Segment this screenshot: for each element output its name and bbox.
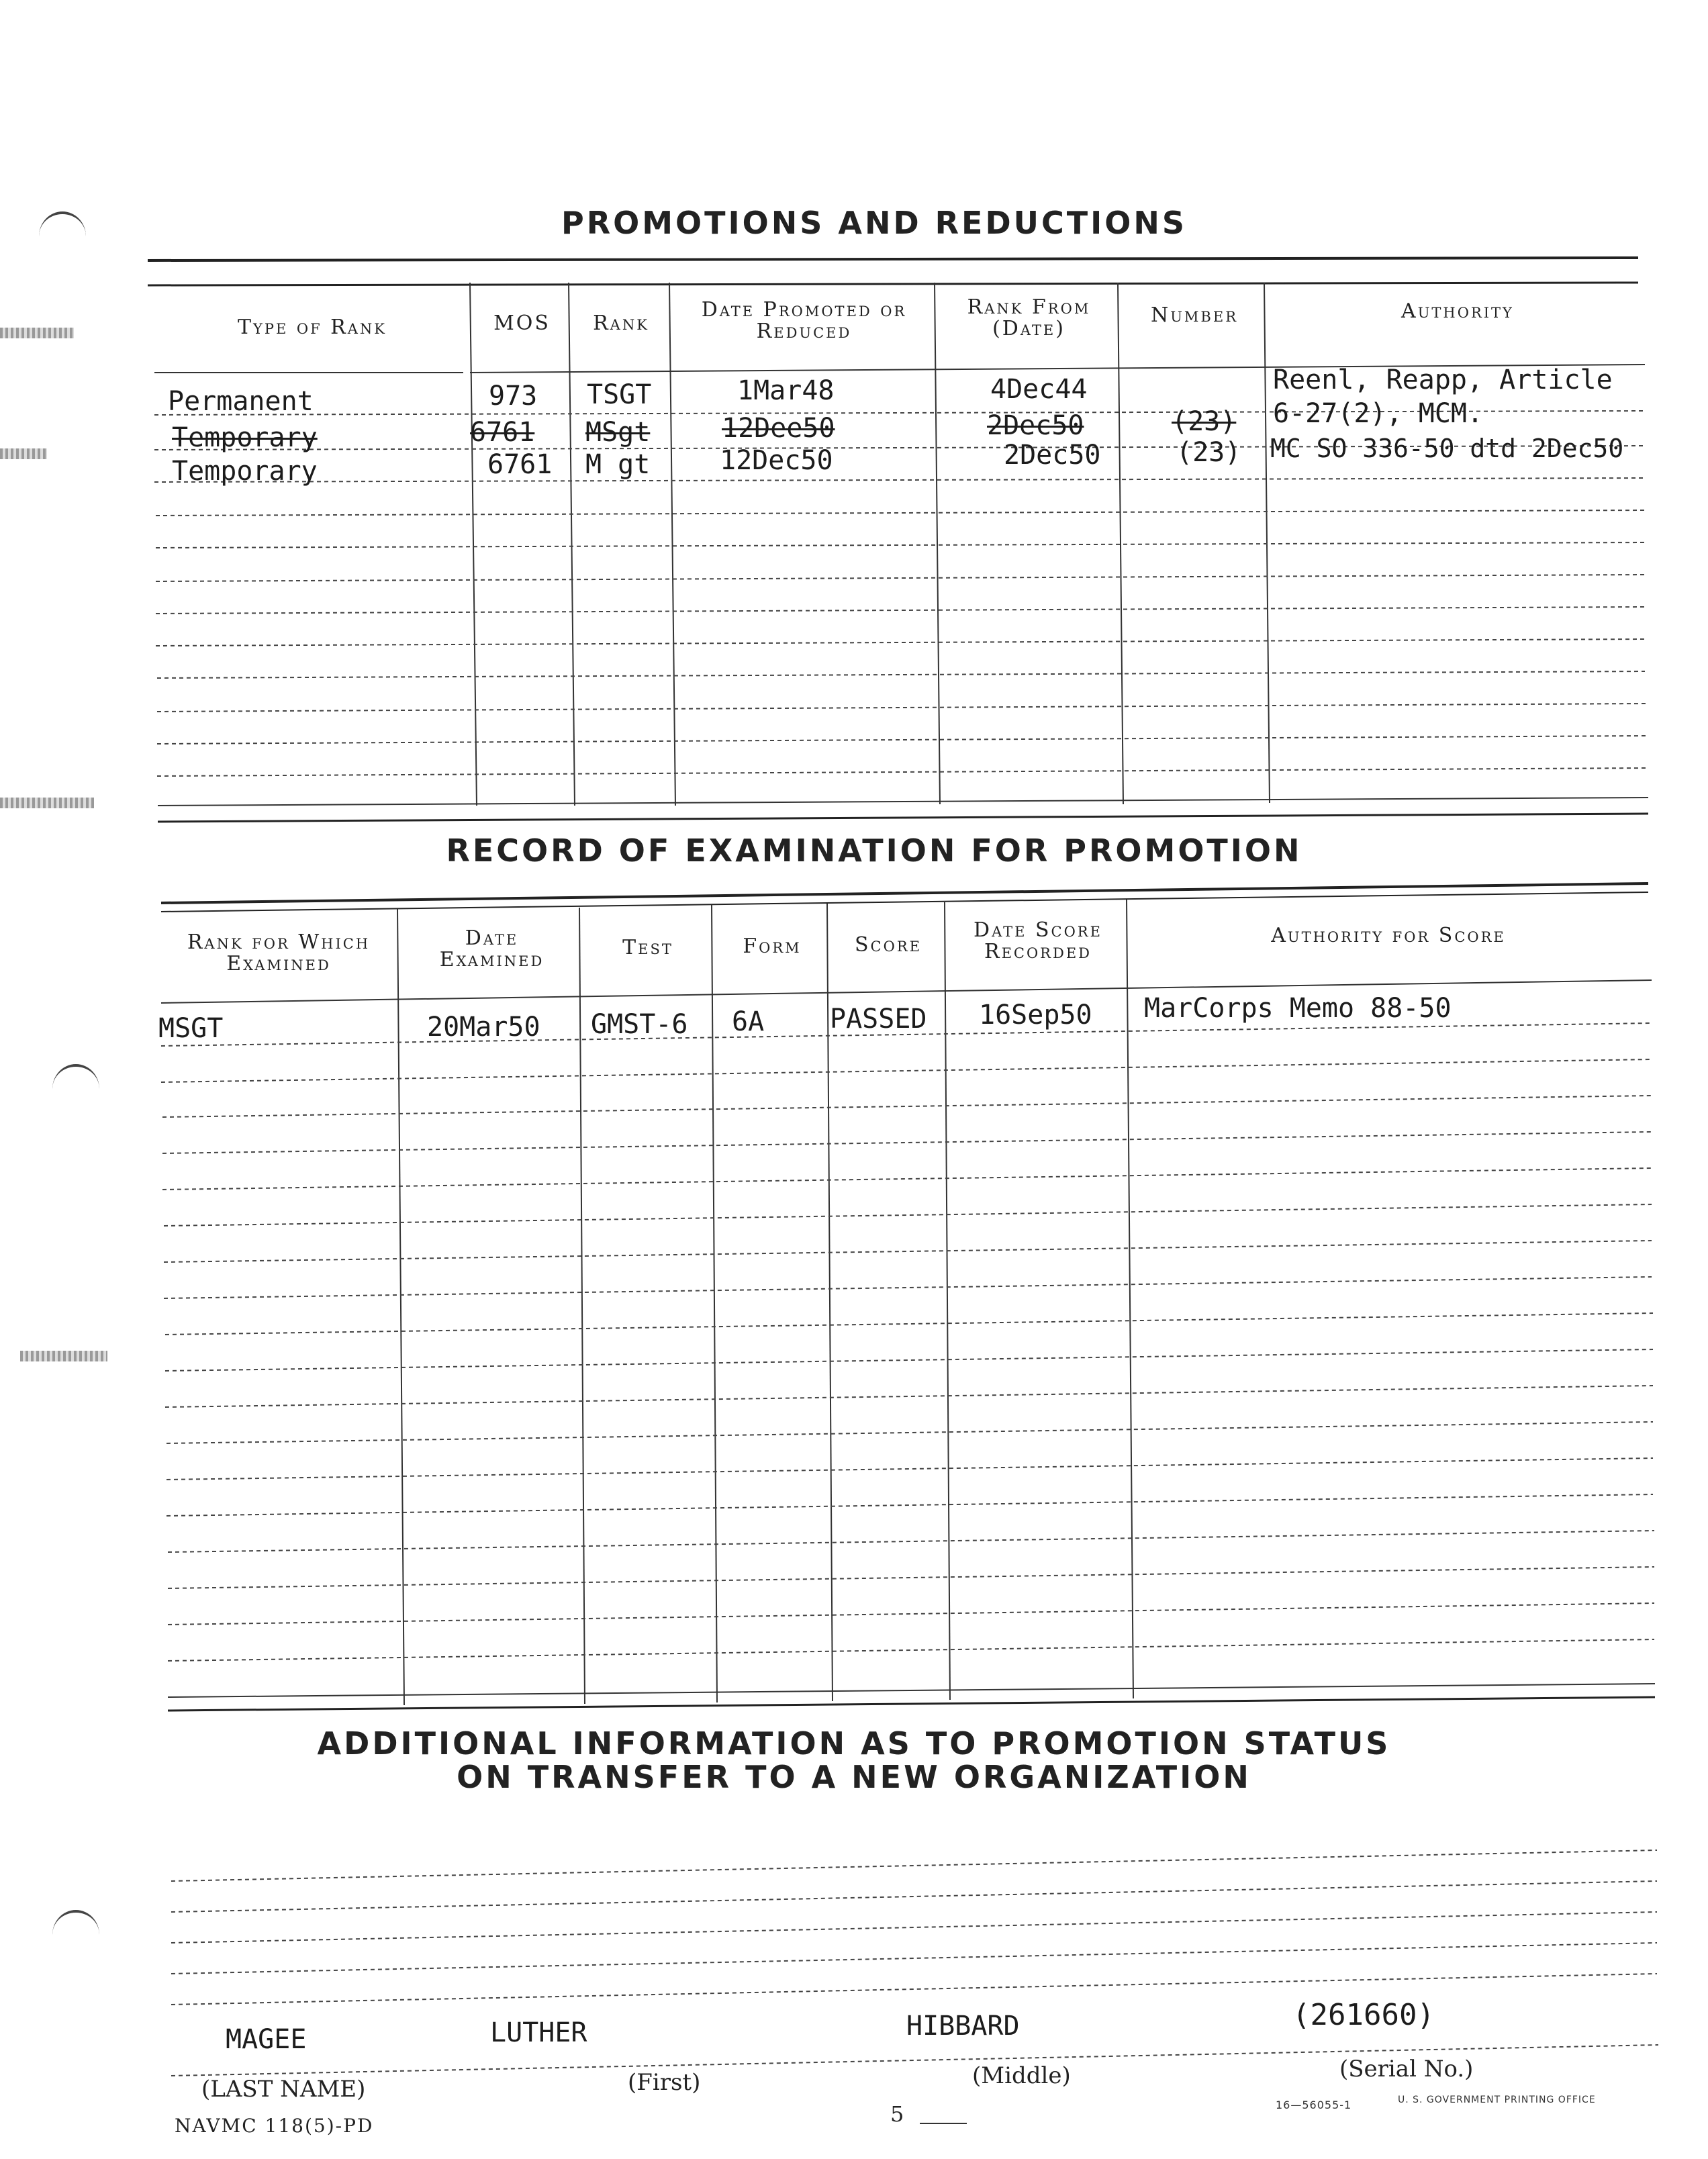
first-name-value: LUTHER [490, 2017, 587, 2048]
exam-row-1-test: GMST-6 [591, 1009, 688, 1040]
promo-row-3-rank: M gt [585, 449, 651, 480]
promo-row-2-authority: 6-27(2), MCM. [1273, 398, 1484, 429]
promo-row-3-authority: MC SO 336-50 dtd 2Dec50 [1270, 434, 1624, 463]
exam-row-1-score: PASSED [830, 1004, 927, 1035]
header-number: Number [1150, 303, 1239, 327]
exam-row-1-authority: MarCorps Memo 88-50 [1144, 993, 1452, 1024]
promo-row-2-type: Temporary [172, 422, 318, 453]
exam-row-1-rank: MSGT [158, 1013, 224, 1044]
header-rank-examined-line1: Rank for Which [187, 930, 371, 954]
promo-row-3-number: (23) [1176, 437, 1241, 468]
exam-row-1-form: 6A [732, 1006, 765, 1037]
header-date-promoted-line2: Reduced [756, 320, 852, 343]
promo-row-3-date: 12Dec50 [720, 445, 833, 476]
promo-row-2-mos: 6761 [470, 417, 535, 448]
additional-title-line2: ON TRANSFER TO A NEW ORGANIZATION [457, 1759, 1251, 1795]
form-id: NAVMC 118(5)-PD [175, 2115, 374, 2137]
promo-row-2-rank: MSgt [585, 417, 651, 448]
promotions-title: PROMOTIONS AND REDUCTIONS [561, 205, 1188, 241]
serial-number-value: (261660) [1292, 1998, 1435, 2032]
header-rank-from-line1: Rank From [967, 295, 1091, 319]
examination-title: RECORD OF EXAMINATION FOR PROMOTION [446, 832, 1302, 869]
print-code: 16—56055-1 [1276, 2099, 1352, 2111]
promo-row-1-date: 1Mar48 [737, 375, 835, 406]
header-score: Score [855, 933, 922, 957]
header-type-of-rank: Type of Rank [237, 316, 387, 339]
promo-row-3-type: Temporary [172, 456, 318, 487]
page-number: 5 [890, 2101, 904, 2127]
serial-number-label: (Serial No.) [1339, 2056, 1474, 2082]
header-date-score-line1: Date Score [974, 918, 1102, 942]
promo-row-1-from: 4Dec44 [990, 374, 1088, 405]
header-test: Test [622, 936, 673, 959]
printer-credit: U. S. GOVERNMENT PRINTING OFFICE [1398, 2095, 1596, 2105]
header-date-promoted-line1: Date Promoted or [701, 298, 907, 322]
promo-row-1-type: Permanent [168, 386, 314, 417]
exam-row-1-recorded: 16Sep50 [979, 1000, 1092, 1030]
header-date-examined-line1: Date [465, 926, 519, 950]
promo-row-2-from: 2Dec50 [987, 410, 1084, 441]
header-date-score-line2: Recorded [984, 940, 1092, 963]
promo-row-3-mos: 6761 [487, 449, 553, 480]
last-name-value: MAGEE [226, 2024, 307, 2055]
promo-row-1-mos: 973 [489, 381, 538, 412]
promo-row-2-number: (23) [1172, 406, 1237, 437]
header-mos: MOS [493, 311, 551, 335]
header-authority-for-score: Authority for Score [1271, 924, 1506, 947]
promo-row-3-from: 2Dec50 [1004, 440, 1101, 471]
header-rank-examined-line2: Examined [226, 952, 331, 975]
exam-row-1-date: 20Mar50 [427, 1012, 540, 1043]
first-name-label: (First) [628, 2069, 701, 2096]
middle-name-value: HIBBARD [906, 2011, 1020, 2042]
header-rank-from-line2: (Date) [992, 317, 1065, 340]
additional-title-line1: ADDITIONAL INFORMATION AS TO PROMOTION STATUS [317, 1725, 1391, 1762]
header-date-examined-line2: Examined [439, 948, 544, 971]
promo-row-1-rank: TSGT [587, 379, 652, 410]
page-number-underline [920, 2123, 967, 2124]
promo-row-2-date: 12Dee50 [722, 413, 835, 444]
header-authority: Authority [1401, 299, 1514, 323]
header-rank: Rank [593, 311, 649, 335]
last-name-label: (LAST NAME) [201, 2076, 366, 2103]
promo-row-1-authority: Reenl, Reapp, Article [1273, 365, 1613, 395]
middle-name-label: (Middle) [972, 2062, 1071, 2089]
header-form: Form [743, 934, 802, 958]
